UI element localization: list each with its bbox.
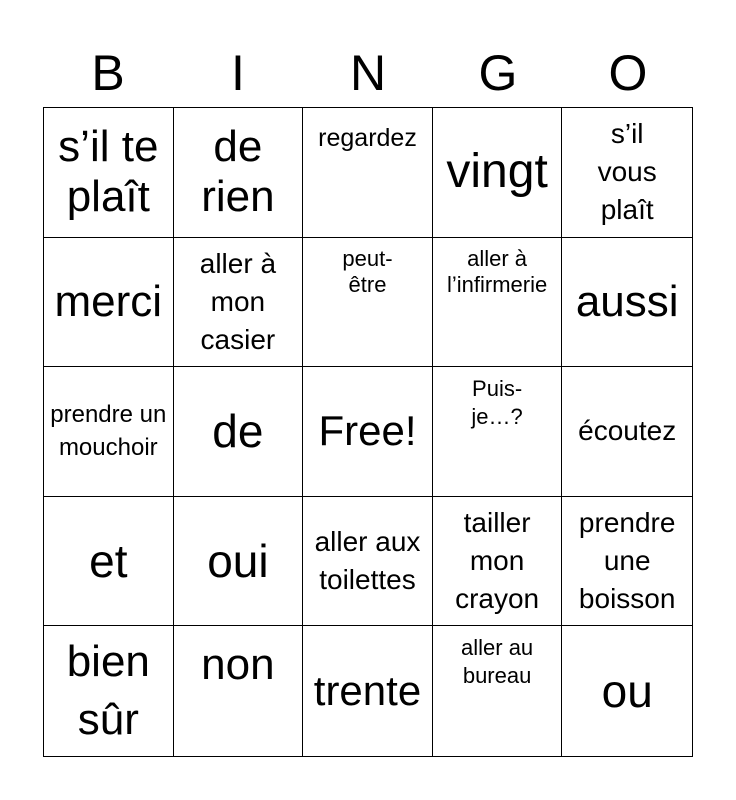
bingo-cell-text: tailler mon crayon [455, 507, 540, 615]
bingo-cell-text: écoutez [578, 415, 677, 447]
bingo-cell-text: de rien [201, 122, 275, 222]
bingo-cell-text: Free! [318, 407, 417, 455]
bingo-cell-text: s’il vous plaît [597, 118, 657, 226]
bingo-grid [43, 107, 693, 757]
header-letter-o: O [608, 45, 648, 101]
bingo-cell-1-2[interactable] [174, 108, 304, 238]
bingo-cell-text: aller à mon casier [199, 247, 277, 355]
bingo-cell-5-5[interactable] [562, 626, 692, 756]
bingo-cell-1-3[interactable] [303, 108, 433, 238]
bingo-cell-text: aller au bureau [461, 635, 534, 689]
bingo-cell-3-4[interactable] [433, 367, 563, 497]
bingo-cell-2-2[interactable] [174, 238, 304, 368]
bingo-cell-text: de [212, 405, 264, 458]
bingo-cell-text: s’il te plaît [58, 122, 159, 222]
bingo-cell-1-1[interactable] [44, 108, 174, 238]
bingo-cell-3-1[interactable] [44, 367, 174, 497]
bingo-cell-2-1[interactable] [44, 238, 174, 368]
bingo-cell-text: prendre une boisson [578, 507, 676, 615]
header-letter-g: G [478, 45, 518, 101]
bingo-cell-text: merci [54, 276, 163, 326]
bingo-cell-4-5[interactable] [562, 497, 692, 627]
bingo-cell-text: regardez [318, 124, 417, 152]
bingo-cell-text: vingt [446, 145, 548, 199]
bingo-cell-1-5[interactable] [562, 108, 692, 238]
bingo-cell-text: non [201, 640, 275, 690]
bingo-cell-3-2[interactable] [174, 367, 304, 497]
header-letter-i: I [231, 45, 245, 101]
bingo-cell-text: trente [313, 667, 422, 715]
bingo-cell-4-4[interactable] [433, 497, 563, 627]
bingo-cell-text: peut-être [342, 245, 393, 297]
bingo-cell-3-5[interactable] [562, 367, 692, 497]
bingo-cell-text: prendre un mouchoir [50, 401, 167, 462]
header-letter-b: B [91, 45, 125, 101]
bingo-cell-5-3[interactable] [303, 626, 433, 756]
bingo-cell-4-3[interactable] [303, 497, 433, 627]
bingo-cell-text: et [89, 535, 128, 588]
bingo-cell-5-2[interactable] [174, 626, 304, 756]
bingo-cell-text: aussi [575, 276, 679, 326]
bingo-cell-5-1[interactable] [44, 626, 174, 756]
bingo-cell-3-3[interactable] [303, 367, 433, 497]
bingo-cell-text: aller à l’infirmerie [446, 245, 548, 297]
header-letter-n: N [349, 45, 387, 101]
bingo-cell-text: bien sûr [66, 637, 150, 745]
bingo-cell-4-1[interactable] [44, 497, 174, 627]
bingo-cell-1-4[interactable] [433, 108, 563, 238]
bingo-cell-text: ou [601, 665, 653, 718]
bingo-cell-2-5[interactable] [562, 238, 692, 368]
bingo-header [43, 40, 693, 106]
bingo-cell-text: Puis-je…? [471, 376, 523, 430]
bingo-cell-2-4[interactable] [433, 238, 563, 368]
bingo-cell-2-3[interactable] [303, 238, 433, 368]
bingo-cell-4-2[interactable] [174, 497, 304, 627]
bingo-cell-text: oui [207, 535, 269, 588]
bingo-cell-text: aller aux toilettes [314, 526, 421, 596]
bingo-cell-5-4[interactable] [433, 626, 563, 756]
